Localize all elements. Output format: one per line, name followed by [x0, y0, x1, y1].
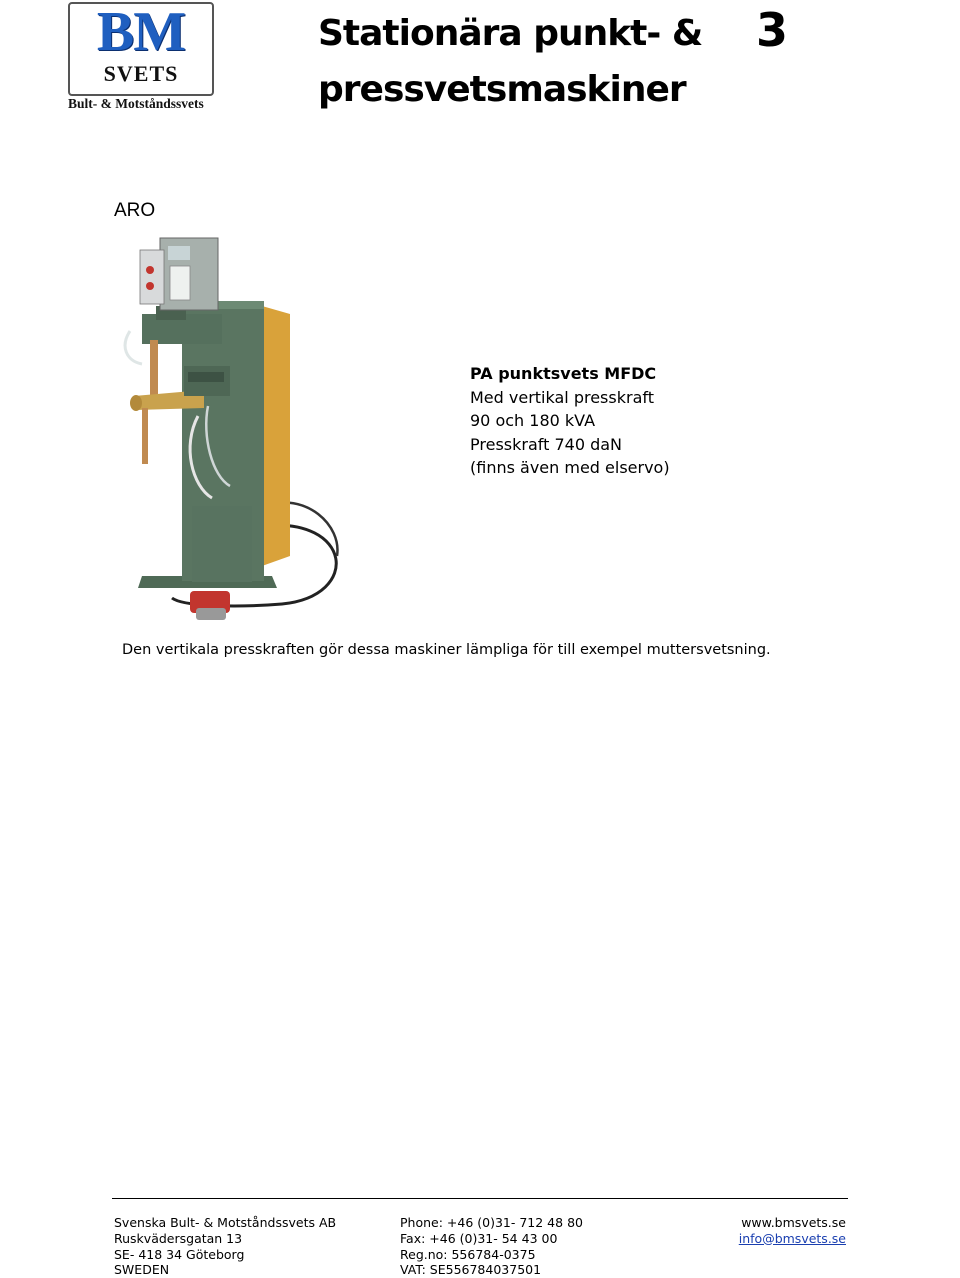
product-specs	[470, 362, 670, 480]
logo-tagline: Bult- & Motståndssvets	[68, 96, 204, 111]
company-logo	[68, 2, 214, 112]
footer-company	[114, 1215, 336, 1278]
spec-line: Presskraft 740 daN	[470, 434, 623, 454]
footer-company-line: Ruskvädersgatan 13	[114, 1230, 243, 1246]
page-title-line-2: pressvetsmaskiner	[318, 69, 686, 110]
product-description: Den vertikala presskraften gör dessa maskiner lämpliga för till exempel muttersvetsning.	[122, 642, 771, 658]
footer-web	[739, 1215, 846, 1247]
footer-company-line: SE- 418 34 Göteborg	[114, 1246, 245, 1262]
spec-line: 90 och 180 kVA	[470, 411, 596, 430]
footer-contact-line: Fax: +46 (0)31- 54 43 00	[400, 1230, 558, 1246]
email-link[interactable]: info@bmsvets.se	[738, 1230, 846, 1246]
footer-company-line: SWEDEN	[114, 1262, 170, 1278]
footer-contact-line: Phone: +46 (0)31- 712 48 80	[400, 1215, 583, 1230]
footer-contact-line: VAT: SE556784037501	[400, 1262, 542, 1278]
page-title	[318, 6, 738, 118]
spec-line: (finns även med elservo)	[470, 458, 670, 477]
footer-divider	[112, 1198, 848, 1199]
section-brand: ARO	[114, 200, 156, 221]
spot-welder-image	[112, 236, 348, 636]
page-title-line-1: Stationära punkt- &	[318, 13, 703, 54]
product-title: PA punktsvets MFDC	[470, 364, 657, 383]
page-number: 3	[756, 3, 789, 57]
spec-line: Med vertikal presskraft	[470, 387, 654, 407]
logo-brand: BM	[96, 1, 186, 63]
footer-contact	[400, 1215, 583, 1278]
footer-company-line: Svenska Bult- & Motståndssvets AB	[114, 1215, 337, 1230]
logo-name: SVETS	[103, 61, 179, 86]
footer-contact-line: Reg.no: 556784-0375	[400, 1246, 536, 1262]
website-text: www.bmsvets.se	[741, 1215, 846, 1230]
